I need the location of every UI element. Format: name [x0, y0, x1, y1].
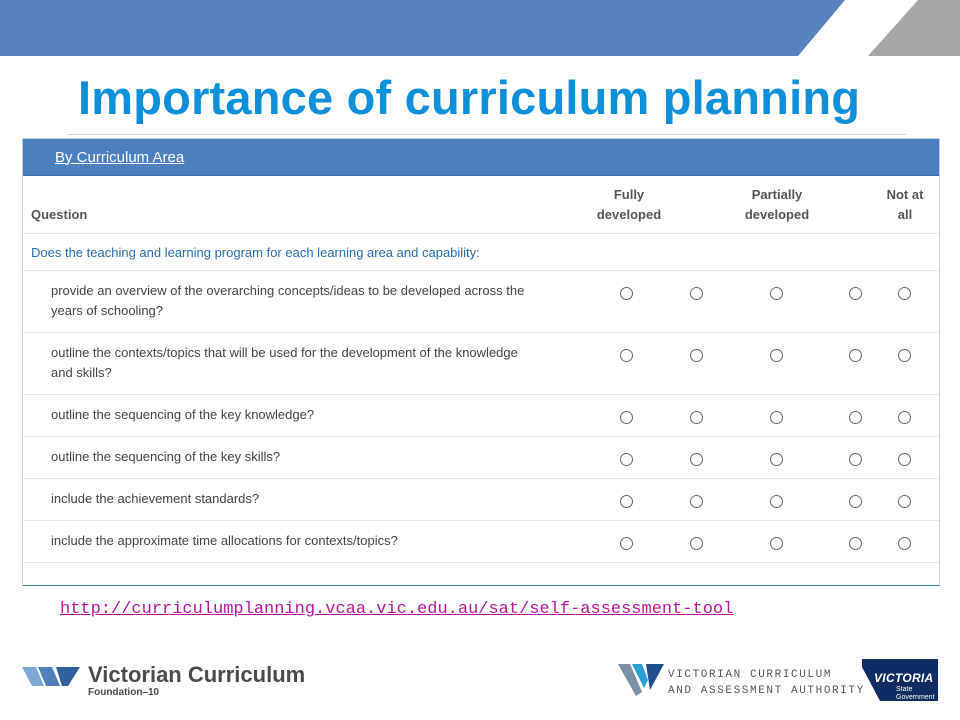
vcaa-logo-text	[668, 667, 865, 699]
question-text	[51, 281, 571, 321]
column-header-row	[23, 176, 939, 234]
question-text	[51, 405, 571, 425]
column-fully-line2: developed	[596, 207, 662, 222]
rating-radio-3[interactable]	[770, 411, 783, 424]
victoria-logo-sub	[896, 686, 935, 702]
rating-radio-3[interactable]	[770, 453, 783, 466]
rating-radio-1[interactable]	[620, 495, 633, 508]
vcaa-line1: VICTORIAN CURRICULUM	[668, 669, 833, 681]
column-fully-line1: Fully	[613, 187, 645, 202]
question-line2: years of schooling?	[51, 303, 164, 318]
column-fully-developed	[589, 185, 669, 225]
rating-radio-3[interactable]	[770, 287, 783, 300]
table-row	[23, 333, 939, 395]
question-line1: provide an overview of the overarching concepts/ideas to be developed across the	[51, 283, 525, 298]
table-row	[23, 271, 939, 333]
self-assessment-tool-link[interactable]: http://curriculumplanning.vcaa.vic.edu.au/sat/self-assessment-tool	[60, 600, 734, 619]
rating-radio-1[interactable]	[620, 349, 633, 362]
by-curriculum-area-link[interactable]: By Curriculum Area	[55, 148, 185, 166]
intro-question: Does the teaching and learning program for each learning area and capability:	[23, 234, 939, 271]
rating-radio-1[interactable]	[620, 453, 633, 466]
question-line1: outline the sequencing of the key skills?	[51, 449, 281, 464]
rating-radio-2[interactable]	[690, 287, 703, 300]
rating-radio-3[interactable]	[770, 495, 783, 508]
rating-radio-1[interactable]	[620, 411, 633, 424]
question-line2: and skills?	[51, 365, 112, 380]
banner-gray-band	[868, 0, 960, 56]
banner-blue-band	[0, 0, 845, 56]
question-text	[51, 343, 571, 383]
question-line1: outline the sequencing of the key knowledge?	[51, 407, 315, 422]
self-assessment-panel	[22, 138, 940, 586]
vcaa-line2: AND ASSESSMENT AUTHORITY	[668, 685, 865, 697]
rating-radio-4[interactable]	[849, 453, 862, 466]
question-text	[51, 531, 571, 551]
rating-radio-4[interactable]	[849, 287, 862, 300]
title-divider	[68, 134, 906, 135]
rating-radio-4[interactable]	[849, 411, 862, 424]
rating-radio-5[interactable]	[898, 411, 911, 424]
rating-radio-2[interactable]	[690, 411, 703, 424]
rating-radio-3[interactable]	[770, 537, 783, 550]
rating-radio-2[interactable]	[690, 349, 703, 362]
victoria-sub-government: Government	[896, 694, 935, 701]
victoria-logo-word: VICTORIA	[874, 671, 934, 685]
question-line1: outline the contexts/topics that will be used for the development of the knowledge	[51, 345, 518, 360]
question-text	[51, 447, 571, 467]
top-banner	[0, 0, 960, 56]
table-row	[23, 437, 939, 479]
rating-radio-5[interactable]	[898, 453, 911, 466]
rating-radio-5[interactable]	[898, 287, 911, 300]
question-text	[51, 489, 571, 509]
rating-radio-4[interactable]	[849, 537, 862, 550]
table-row	[23, 395, 939, 437]
vcaa-logo-icon	[618, 660, 664, 698]
vc-logo-subtitle: Foundation–10	[88, 687, 160, 698]
column-partially-line1: Partially	[751, 187, 803, 202]
column-not-at-all	[875, 185, 935, 225]
column-question: Question	[31, 207, 88, 222]
rating-radio-2[interactable]	[690, 453, 703, 466]
question-line1: include the achievement standards?	[51, 491, 260, 506]
panel-header	[23, 139, 939, 176]
rating-radio-4[interactable]	[849, 495, 862, 508]
column-not-line1: Not at	[886, 187, 924, 202]
rating-radio-2[interactable]	[690, 495, 703, 508]
rating-radio-3[interactable]	[770, 349, 783, 362]
rating-radio-1[interactable]	[620, 537, 633, 550]
rating-radio-5[interactable]	[898, 495, 911, 508]
slide-title: Importance of curriculum planning	[78, 71, 861, 124]
table-row	[23, 521, 939, 563]
rating-radio-5[interactable]	[898, 349, 911, 362]
vc-logo-title: Victorian Curriculum	[88, 662, 306, 687]
victoria-sub-state: State	[896, 686, 913, 693]
table-row	[23, 479, 939, 521]
rating-radio-1[interactable]	[620, 287, 633, 300]
rating-radio-2[interactable]	[690, 537, 703, 550]
column-partially-developed	[735, 185, 819, 225]
victorian-curriculum-logo-icon	[22, 664, 82, 690]
rating-radio-5[interactable]	[898, 537, 911, 550]
rating-radio-4[interactable]	[849, 349, 862, 362]
column-not-line2: all	[897, 207, 913, 222]
question-list	[23, 271, 939, 563]
column-partially-line2: developed	[744, 207, 810, 222]
question-line1: include the approximate time allocations for contexts/topics?	[51, 533, 398, 548]
